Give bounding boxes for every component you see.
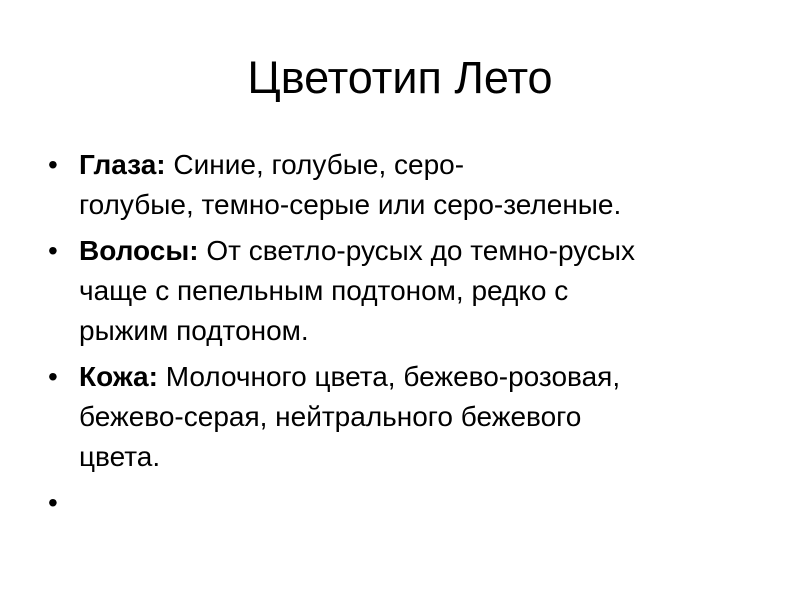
bullet-label: Кожа: <box>79 361 158 392</box>
bullet-text: Синие, голубые, серо- <box>173 149 465 180</box>
bullet-line <box>79 145 734 185</box>
bullet-icon: • <box>48 149 58 180</box>
slide-title: Цветотип Лето <box>247 52 553 103</box>
bullet-line <box>79 357 734 397</box>
bullet-item-empty <box>44 483 734 523</box>
bullet-label: Глаза: <box>79 149 166 180</box>
bullet-text: цвета. <box>79 441 161 472</box>
bullet-line <box>79 231 734 271</box>
bullet-icon: • <box>48 487 58 518</box>
bullet-text: голубые, темно-серые или серо-зеленые. <box>79 189 622 220</box>
bullet-text: бежево-серая, нейтрального бежевого <box>79 401 582 432</box>
bullet-text: рыжим подтоном. <box>79 315 309 346</box>
bullet-text: От светло-русых до темно-русых <box>206 235 636 266</box>
bullet-text: Молочного цвета, бежево-розовая, <box>165 361 621 392</box>
bullet-icon: • <box>48 235 58 266</box>
bullet-item-skin <box>44 357 734 477</box>
bullet-list <box>44 145 734 529</box>
bullet-icon: • <box>48 361 58 392</box>
bullet-label: Волосы: <box>79 235 199 266</box>
bullet-text: чаще с пепельным подтоном, редко с <box>79 275 569 306</box>
bullet-item-hair <box>44 231 734 351</box>
bullet-item-eyes <box>44 145 734 225</box>
